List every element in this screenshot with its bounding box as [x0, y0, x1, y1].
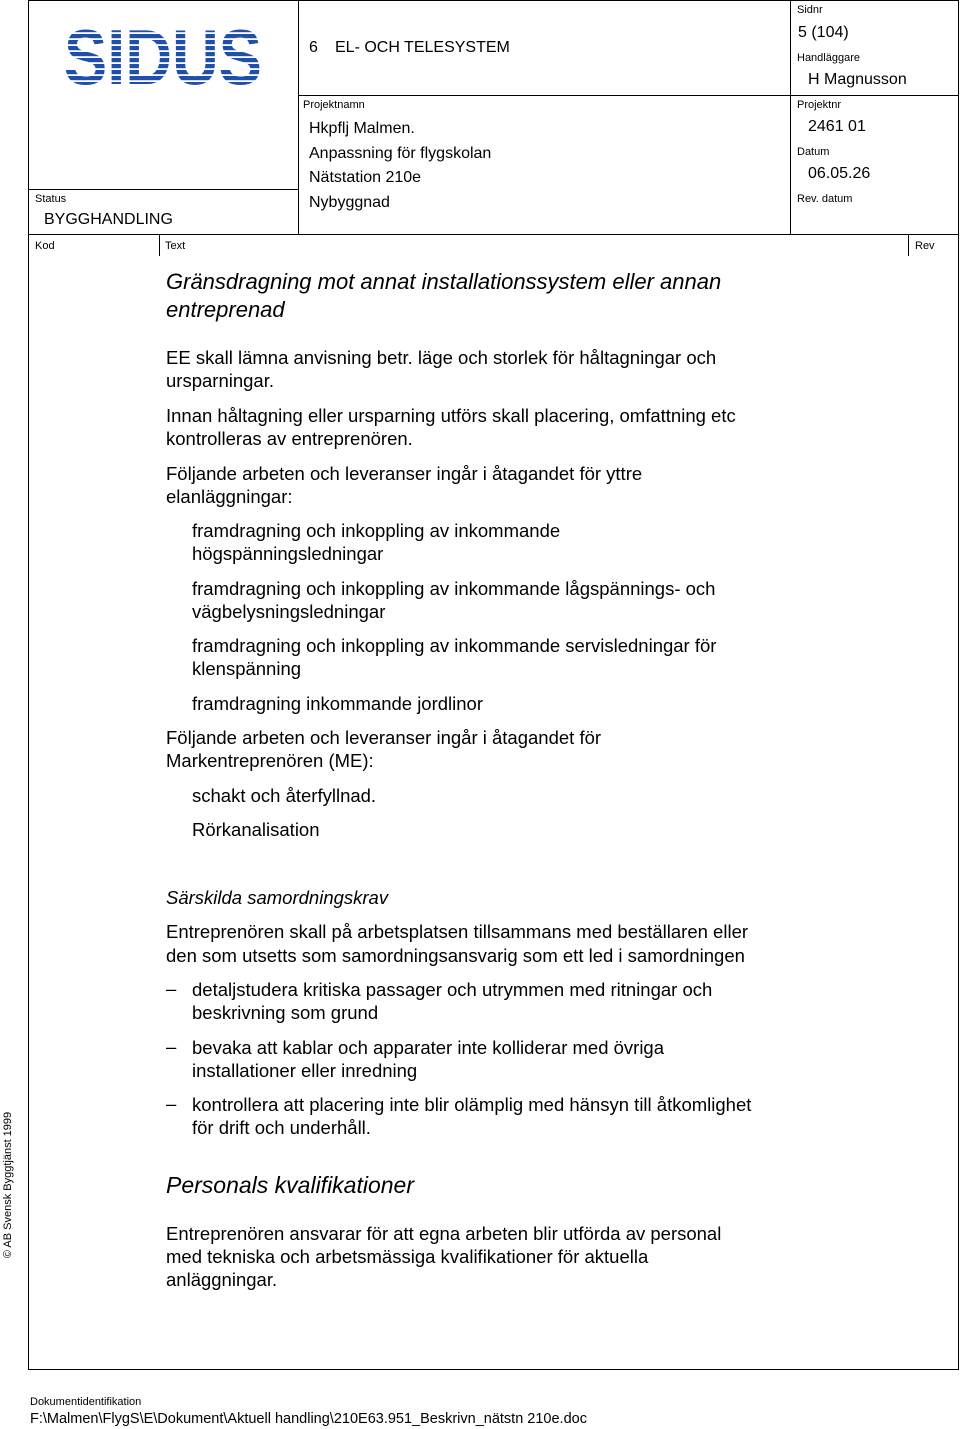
divider [298, 0, 299, 234]
list-item: framdragning och inkoppling av inkommande [192, 520, 561, 541]
doc-path: F:\Malmen\FlygS\E\Dokument\Aktuell handling\210E63.951_Beskrivn_nätstn 210e.doc [30, 1411, 587, 1427]
paragraph: ursparningar. [166, 370, 274, 391]
divider [28, 234, 959, 235]
projektnr-value: 2461 01 [808, 118, 866, 135]
divider [28, 189, 298, 190]
projektnamn-line: Hkpflj Malmen. [309, 120, 415, 137]
paragraph: anläggningar. [166, 1269, 278, 1290]
list-item: framdragning och inkoppling av inkommande servisledningar för [192, 635, 717, 656]
column-header-kod: Kod [35, 240, 55, 252]
doc-id-label: Dokumentidentifikation [30, 1396, 142, 1408]
column-header-text: Text [165, 240, 186, 252]
paragraph: den som utsetts som samordningsansvarig som ett led i samordningen [166, 945, 745, 966]
datum-label: Datum [797, 146, 830, 158]
paragraph: EE skall lämna anvisning betr. läge och storlek för håltagningar och [166, 347, 717, 368]
projektnr-label: Projektnr [797, 99, 842, 111]
list-item: detaljstudera kritiska passager och utrymmen med ritningar och [192, 979, 713, 1000]
divider [790, 0, 791, 234]
paragraph: Innan håltagning eller ursparning utförs skall placering, omfattning etc [166, 405, 736, 426]
handlaggare-value: H Magnusson [808, 71, 907, 88]
dash-bullet: – [166, 978, 177, 999]
list-item: schakt och återfyllnad. [192, 785, 377, 806]
revdatum-label: Rev. datum [797, 193, 853, 205]
section-heading: Personals kvalifikationer [166, 1172, 415, 1198]
page-frame [28, 0, 959, 1370]
list-item: för drift och underhåll. [192, 1117, 371, 1138]
status-label: Status [35, 193, 67, 205]
status-value: BYGGHANDLING [44, 211, 173, 228]
list-item: bevaka att kablar och apparater inte kolliderar med övriga [192, 1037, 665, 1058]
divider [159, 234, 160, 256]
section-number: 6 [309, 39, 318, 56]
subheading: Särskilda samordningskrav [166, 887, 389, 908]
paragraph: kontrolleras av entreprenören. [166, 428, 413, 449]
projektnamn-label: Projektnamn [303, 99, 365, 111]
paragraph: elanläggningar: [166, 486, 293, 507]
handlaggare-label: Handläggare [797, 52, 860, 64]
list-item: klenspänning [192, 658, 302, 679]
list-item: kontrollera att placering inte blir olämplig med hänsyn till åtkomlighet [192, 1094, 752, 1115]
sidnr-label: Sidnr [797, 4, 823, 16]
dash-bullet: – [166, 1036, 177, 1057]
divider [908, 234, 909, 256]
copyright-notice: © AB Svensk Byggtjänst 1999 [2, 1111, 14, 1259]
projektnamn-line: Nätstation 210e [309, 169, 422, 186]
list-item: Rörkanalisation [192, 819, 320, 840]
paragraph: Följande arbeten och leveranser ingår i åtagandet för [166, 727, 602, 748]
paragraph: Markentreprenören (ME): [166, 750, 374, 771]
column-header-rev: Rev [915, 240, 935, 252]
sidnr-value: 5 (104) [798, 24, 849, 41]
dash-bullet: – [166, 1093, 177, 1114]
paragraph: Följande arbeten och leveranser ingår i åtagandet för yttre [166, 463, 643, 484]
section-heading: entreprenad [166, 297, 285, 322]
sidus-logo [63, 13, 263, 101]
list-item: installationer eller inredning [192, 1060, 418, 1081]
list-item: beskrivning som grund [192, 1002, 379, 1023]
list-item: högspänningsledningar [192, 543, 384, 564]
list-item: framdragning och inkoppling av inkommande lågspännings- och [192, 578, 716, 599]
section-heading: Gränsdragning mot annat installationssystem eller annan [166, 269, 722, 294]
paragraph: med tekniska och arbetsmässiga kvalifikationer för aktuella [166, 1246, 649, 1267]
paragraph: Entreprenören ansvarar för att egna arbeten blir utförda av personal [166, 1223, 722, 1244]
projektnamn-line: Anpassning för flygskolan [309, 145, 492, 162]
list-item: vägbelysningsledningar [192, 601, 386, 622]
logo-text: SIDUS [64, 13, 262, 101]
projektnamn-line: Nybyggnad [309, 194, 390, 211]
paragraph: Entreprenören skall på arbetsplatsen tillsammans med beställaren eller [166, 921, 749, 942]
divider [298, 95, 959, 96]
list-item: framdragning inkommande jordlinor [192, 693, 484, 714]
datum-value: 06.05.26 [808, 165, 871, 182]
section-title: EL- OCH TELESYSTEM [335, 39, 510, 56]
